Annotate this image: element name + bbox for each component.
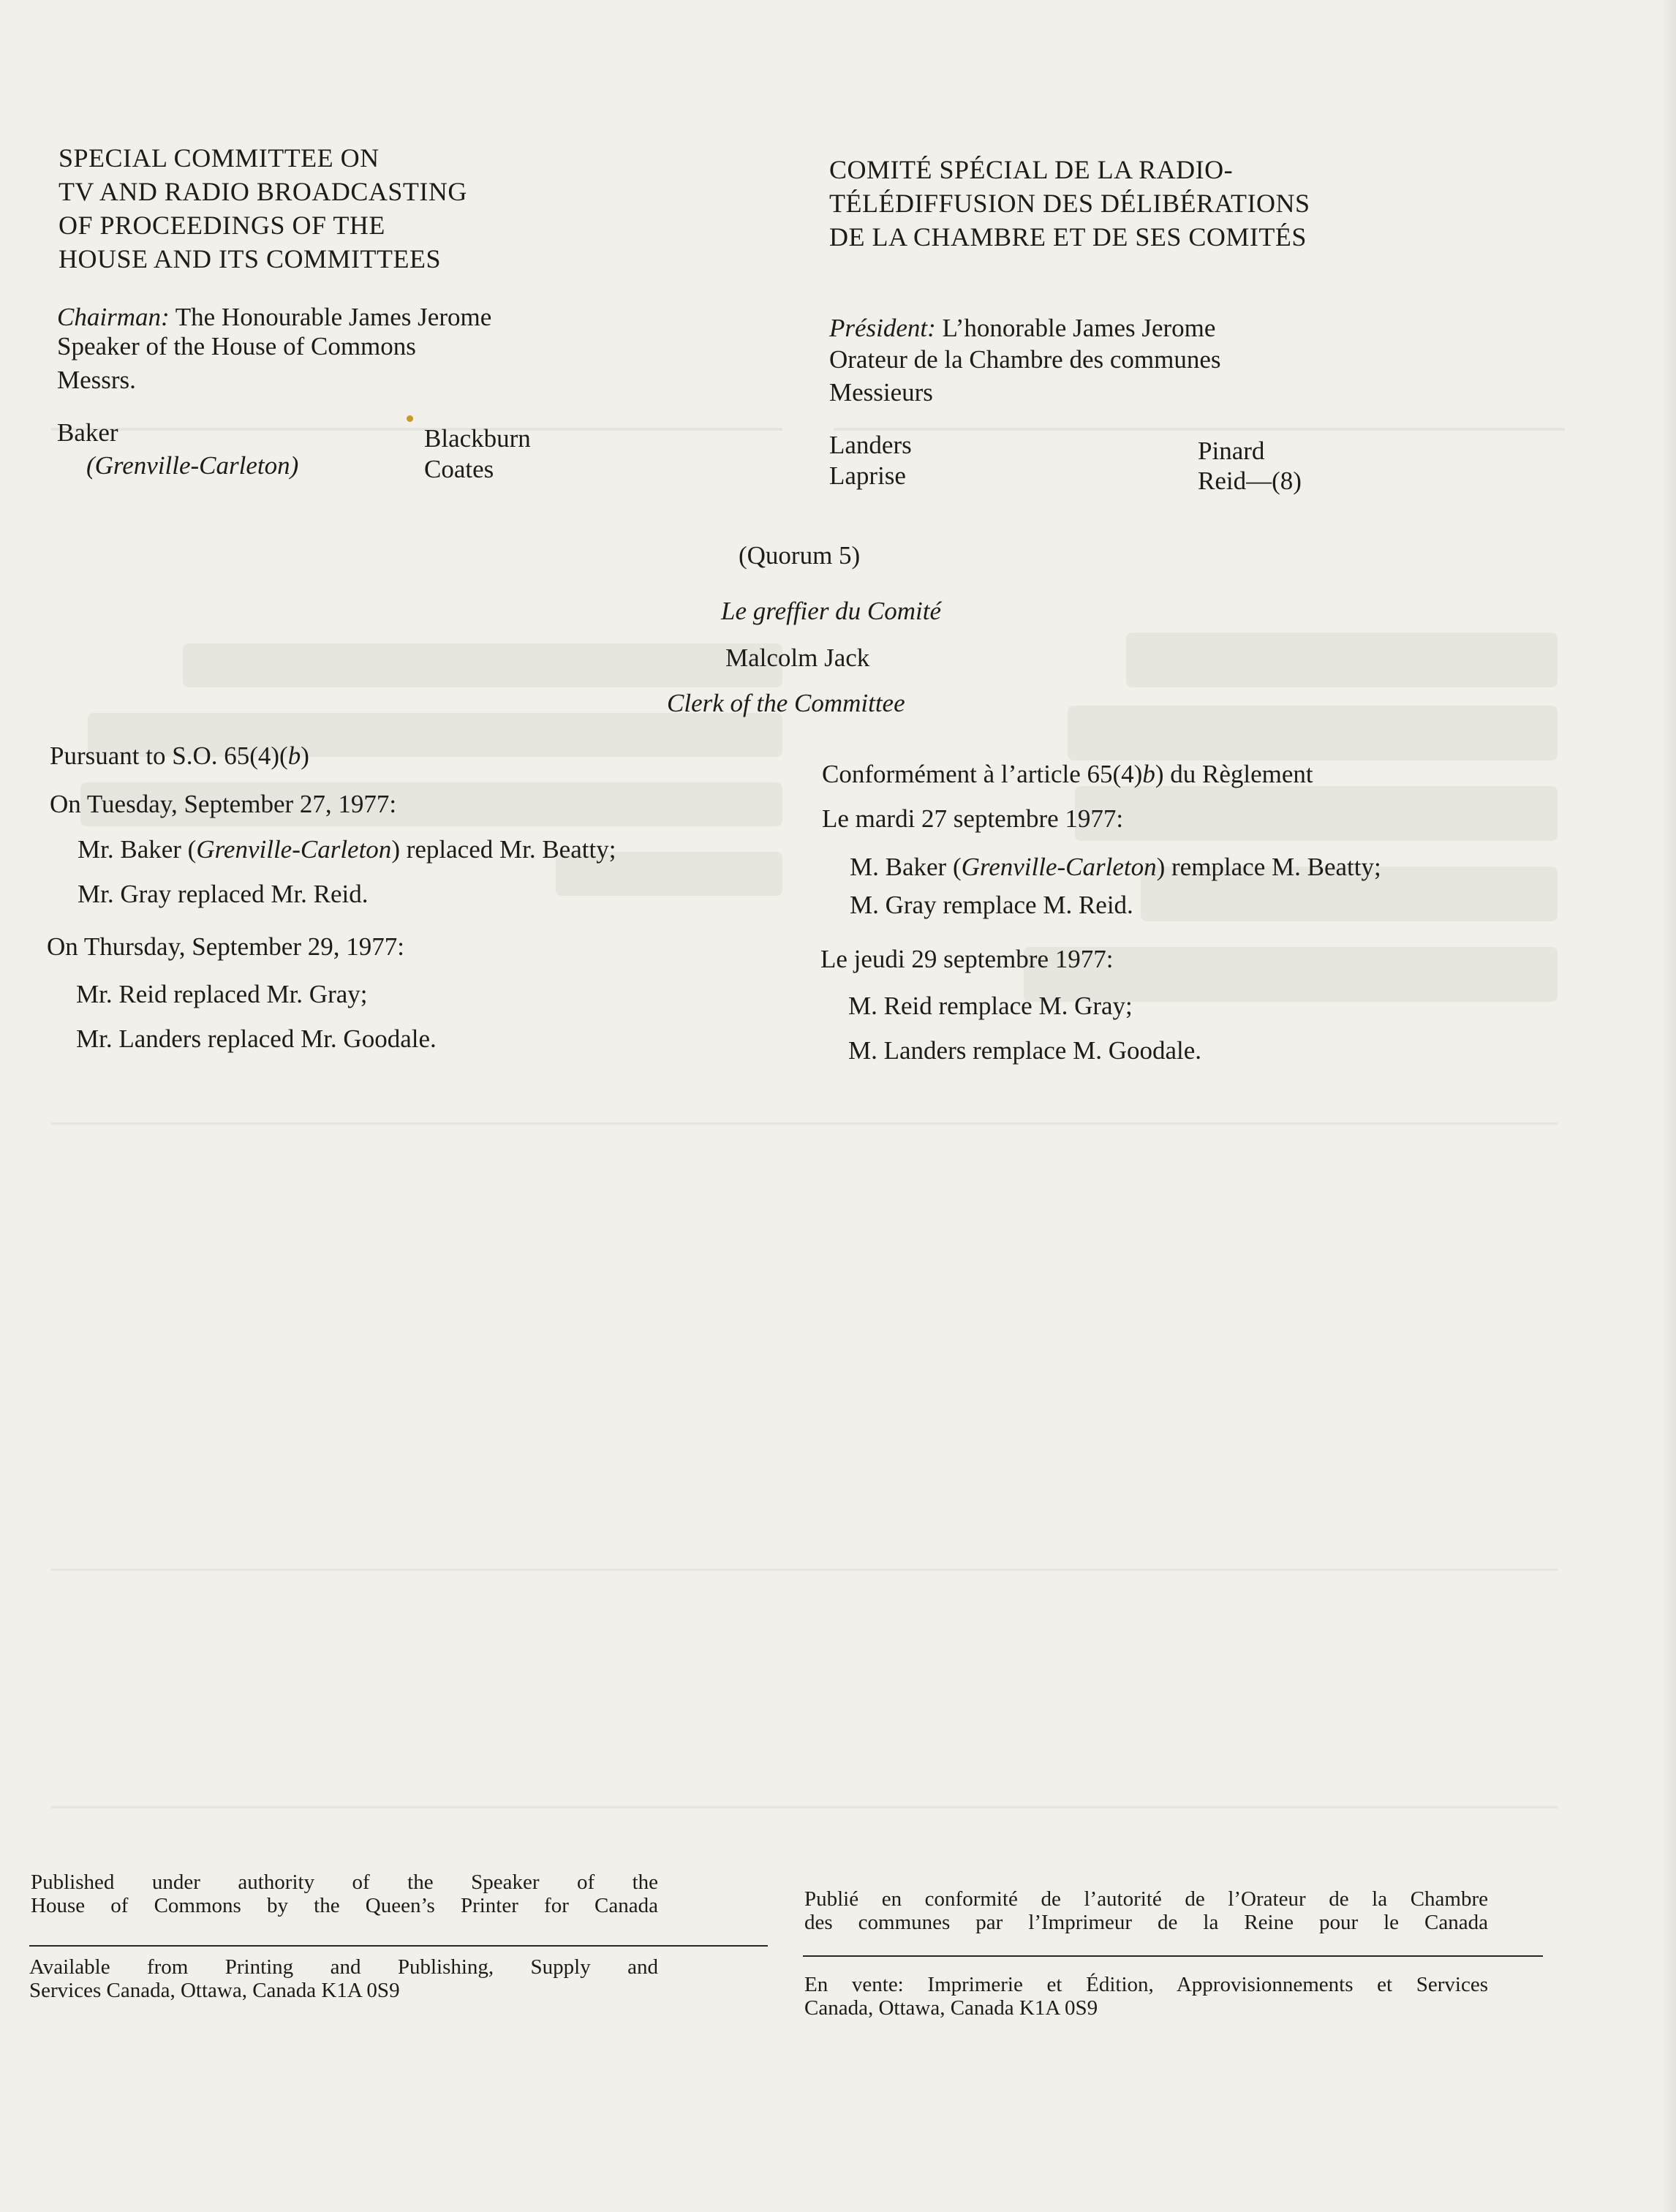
english-chairman-name: The Honourable James Jerome [175, 303, 492, 331]
french-member-landers: Landers [829, 431, 912, 459]
english-members-label: Messrs. [57, 366, 136, 394]
french-footer-rule [803, 1955, 1543, 1957]
french-pursuant-line [822, 757, 1313, 792]
ink-speck [407, 415, 413, 422]
english-date-2: On Thursday, September 29, 1977: [47, 932, 404, 961]
english-published-line-2: House of Commons by the Queen’s Printer for Canada [31, 1894, 658, 1917]
english-available-line-1: Available from Printing and Publishing, Supply and [29, 1955, 658, 1979]
english-member-coates: Coates [424, 455, 494, 483]
french-member-laprise: Laprise [829, 461, 906, 490]
french-date-1: Le mardi 27 septembre 1977: [822, 804, 1124, 833]
quorum-note: (Quorum 5) [739, 541, 861, 570]
english-published-line-1: Published under authority of the Speaker of the [31, 1871, 658, 1894]
french-committee-heading: COMITÉ SPÉCIAL DE LA RADIO- TÉLÉDIFFUSION DES DÉLIBÉRATIONS DE LA CHAMBRE ET DE SES COMITÉS [829, 155, 1310, 252]
english-member-baker: Baker [57, 418, 118, 447]
english-available-line-2: Services Canada, Ottawa, Canada K1A 0S9 [29, 1979, 400, 2002]
english-change-1-pre: Mr. Baker ( [78, 835, 197, 864]
french-date-2: Le jeudi 29 septembre 1977: [820, 945, 1114, 973]
french-change-3: M. Reid remplace M. Gray; [848, 992, 1133, 1020]
french-pursuant-b: b [1142, 760, 1155, 788]
english-change-3: Mr. Reid replaced Mr. Gray; [76, 980, 368, 1008]
french-available-line-1: En vente: Imprimerie et Édition, Approvisionnements et Services [804, 1973, 1488, 1996]
clerk-name: Malcolm Jack [725, 643, 870, 672]
english-chairman-label: Chairman: [57, 303, 170, 331]
english-pursuant-b: b [287, 741, 301, 770]
english-change-1-post: ) replaced Mr. Beatty; [391, 835, 616, 864]
french-change-4: M. Landers remplace M. Goodale. [848, 1036, 1202, 1065]
french-members-label: Messieurs [829, 378, 933, 407]
french-pursuant-post: ) du Règlement [1155, 760, 1313, 788]
english-chairman-title: Speaker of the House of Commons [57, 332, 416, 361]
page-edge-shadow [1660, 0, 1676, 2212]
english-change-4: Mr. Landers replaced Mr. Goodale. [76, 1024, 437, 1053]
french-president-label: Président: [829, 314, 936, 342]
french-change-1-pre: M. Baker ( [850, 853, 962, 881]
english-date-1: On Tuesday, September 27, 1977: [50, 790, 397, 818]
french-change-2: M. Gray remplace M. Reid. [850, 891, 1133, 919]
english-change-2: Mr. Gray replaced Mr. Reid. [78, 880, 369, 908]
french-president-line [829, 311, 1215, 346]
english-pursuant-text: Pursuant to S.O. 65(4)( [50, 741, 288, 770]
french-change-1-riding: Grenville-Carleton [961, 853, 1157, 881]
clerk-label-french: Le greffier du Comité [721, 597, 942, 625]
english-pursuant-end: ) [301, 741, 309, 770]
french-available-line-2: Canada, Ottawa, Canada K1A 0S9 [804, 1996, 1098, 2020]
french-member-reid: Reid—(8) [1198, 467, 1302, 495]
french-pursuant-text: Conformément à l’article 65(4) [822, 760, 1143, 788]
clerk-label-english: Clerk of the Committee [667, 689, 905, 717]
french-president-name: L’honorable James Jerome [942, 314, 1216, 342]
english-member-blackburn: Blackburn [424, 424, 531, 453]
english-pursuant-line [50, 739, 309, 774]
french-change-1 [850, 850, 1381, 885]
english-member-baker-riding: (Grenville-Carleton) [86, 451, 299, 480]
french-published-line-1: Publié en conformité de l’autorité de l’Orateur de la Chambre [804, 1887, 1488, 1911]
english-footer-rule [29, 1945, 768, 1947]
french-change-1-post: ) remplace M. Beatty; [1156, 853, 1381, 881]
french-member-pinard: Pinard [1198, 437, 1265, 465]
english-committee-heading: SPECIAL COMMITTEE ON TV AND RADIO BROADCASTING OF PROCEEDINGS OF THE HOUSE AND ITS COMMITTEES [58, 143, 467, 273]
french-published-line-2: des communes par l’Imprimeur de la Reine pour le Canada [804, 1911, 1488, 1934]
english-change-1-riding: Grenville-Carleton [196, 835, 392, 864]
english-change-1 [78, 832, 616, 867]
french-president-title: Orateur de la Chambre des communes [829, 345, 1221, 374]
